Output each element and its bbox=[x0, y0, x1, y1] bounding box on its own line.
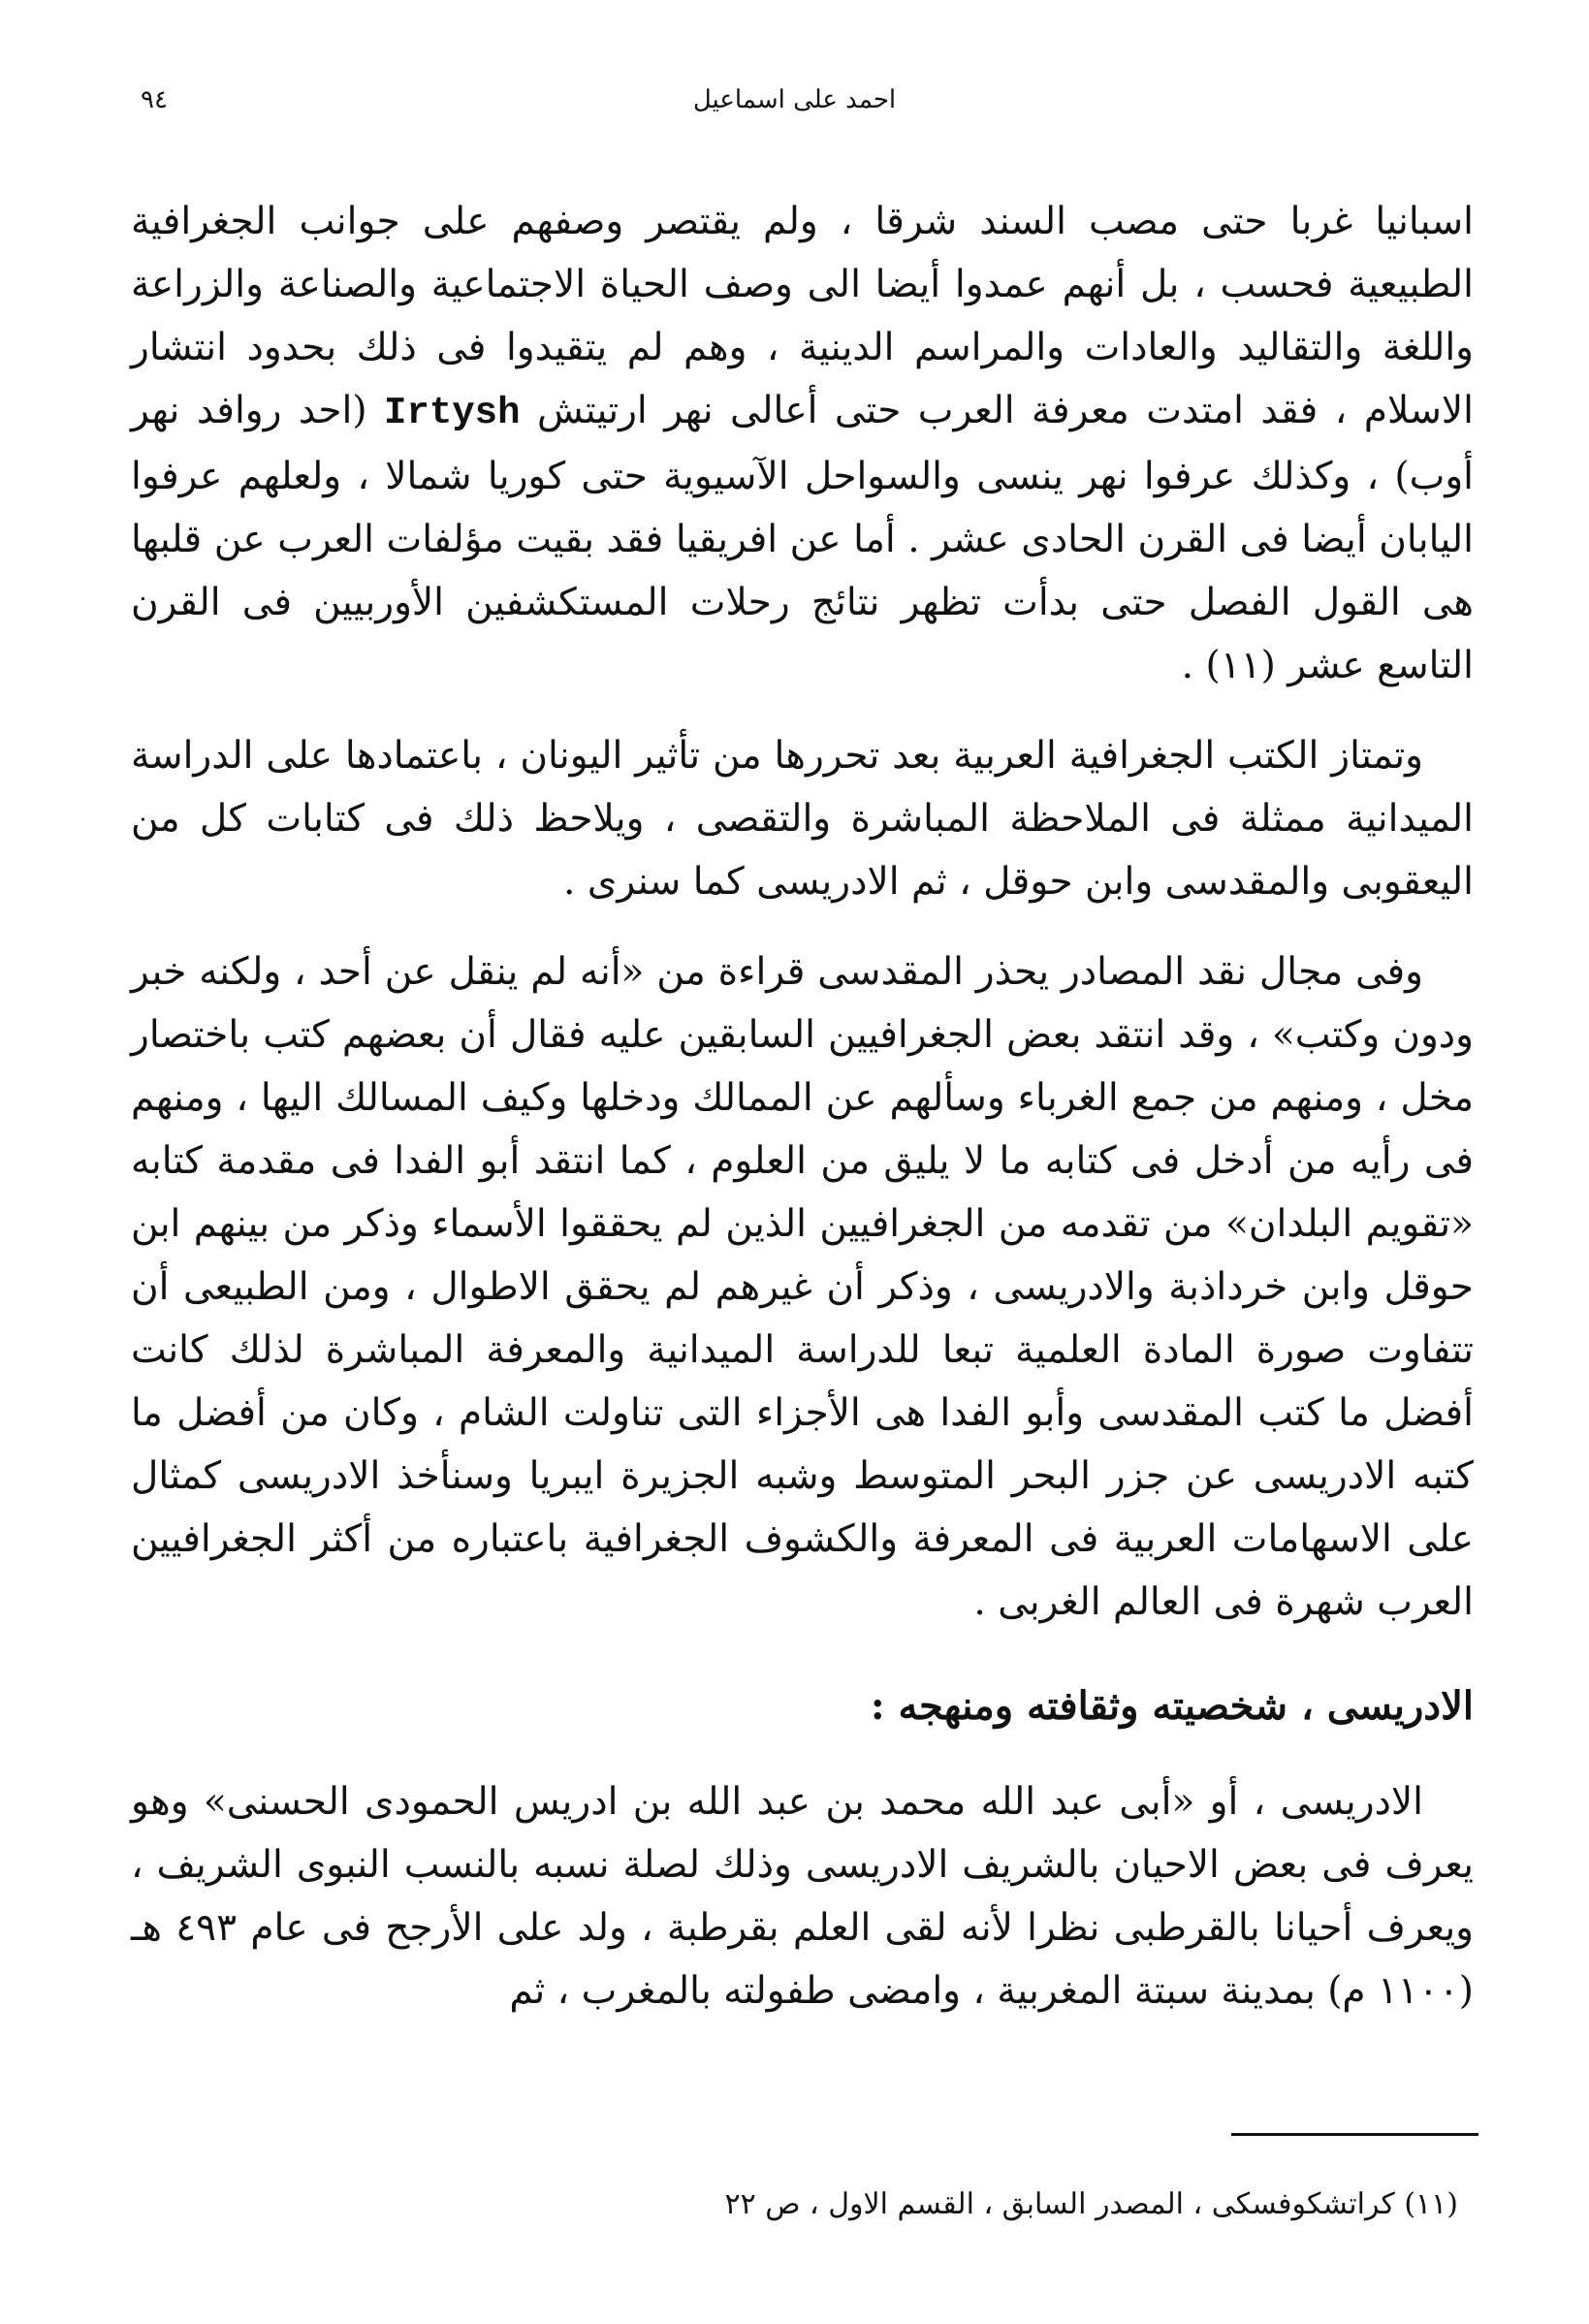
paragraph-4: الادريسى ، أو «أبى عبد الله محمد بن عبد الله بن ادريس الحمودى الحسنى» وهو يعرف فى بعض الاحيان بالشريف الادريسى وذلك لصلة نسبه بالنسب النبوى الشريف ، ويعرف أحيانا بالقرطبى نظرا لأنه لقى العلم بقرطبة ، ولد على الأرجح فى عام ٤٩٣ هـ (١١٠٠ م) بمدينة سبتة المغربية ، وامضى طفولته بالمغرب ، ثم bbox=[131, 1780, 1475, 2013]
paragraph-3: وفى مجال نقد المصادر يحذر المقدسى قراءة من «أنه لم ينقل عن أحد ، ولكنه خبر ودون وكتب» ، وقد انتقد بعض الجغرافيين السابقين عليه فقال أن بعضهم كتب باختصار مخل ، ومنهم من جمع الغرباء وسألهم عن الممالك ودخلها وكيف المسالك اليها ، ومنهم فى رأيه من أدخل فى كتابه ما لا يليق من العلوم ، كما انتقد أبو الفدا فى مقدمة كتابه «تقويم البلدان» من تقدمه من الجغرافيين الذين لم يحققوا الأسماء وذكر من بينهم ابن حوقل وابن خرداذبة والادريسى ، وذكر أن غيرهم لم يحقق الاطوال ، ومن الطبيعى أن تتفاوت صورة المادة العلمية تبعا للدراسة الميدانية والمعرفة المباشرة لذلك كانت أفضل ما كتب المقدسى وأبو الفدا هى الأجزاء التى تناولت الشام ، وكان من أفضل ما كتبه الادريسى عن جزر البحر المتوسط وشبه الجزيرة ايبريا وسنأخذ الادريسى كمثال على الاسهامات العربية فى المعرفة والكشوف الجغرافية باعتباره من أكثر الجغرافيين العرب شهرة فى العالم الغربى . bbox=[131, 950, 1474, 1624]
footnote: (١١) كراتشكوفسكى ، المصدر السابق ، القسم الاول ، ص ٢٢ bbox=[724, 2187, 1458, 2221]
footnote-divider bbox=[1231, 2133, 1478, 2136]
paragraph-1-text-start: اسبانيا غربا حتى مصب السند شرقا ، ولم يقتصر وصفهم على جوانب الجغرافية الطبيعية فحسب ، بل أنهم عمدوا أيضا الى وصف الحياة الاجتماعية والصناعة والزراعة واللغة والتقاليد والعادات والمراسم الدينية ، وهم لم يتقيدوا فى ذلك بحدود انتشار الاسلام ، فقد امتدت معرفة العرب حتى أعالى نهر ارتيتش bbox=[131, 200, 1474, 432]
paragraph-1 bbox=[131, 190, 1474, 697]
paragraph-2: وتمتاز الكتب الجغرافية العربية بعد تحررها من تأثير اليونان ، باعتمادها على الدراسة الميدانية ممثلة فى الملاحظة المباشرة والتقصى ، ويلاحظ ذلك فى كتابات كل من اليعقوبى والمقدسى وابن حوقل ، ثم الادريسى كما سنرى . bbox=[131, 734, 1474, 904]
paragraph-1-text-end: (احد روافد نهر أوب) ، وكذلك عرفوا نهر ينسى والسواحل الآسيوية حتى كوريا شمالا ، ولعلهم عرفوا اليابان أيضا فى القرن الحادى عشر . أما عن افريقيا فقد بقيت مؤلفات العرب عن قلبها هى القول الفصل حتى بدأت تظهر نتائج رحلات المستكشفين الأوربيين فى القرن التاسع عشر (١١) . bbox=[131, 389, 1474, 687]
running-title: احمد على اسماعيل bbox=[692, 85, 897, 114]
body-text bbox=[131, 190, 1474, 2050]
latin-term: Irtysh bbox=[384, 392, 521, 434]
page-number: ٩٤ bbox=[141, 85, 168, 114]
section-heading: الادريسى ، شخصيته وثقافته ومنهجه : bbox=[870, 1683, 1474, 1729]
page-header bbox=[131, 85, 1458, 124]
